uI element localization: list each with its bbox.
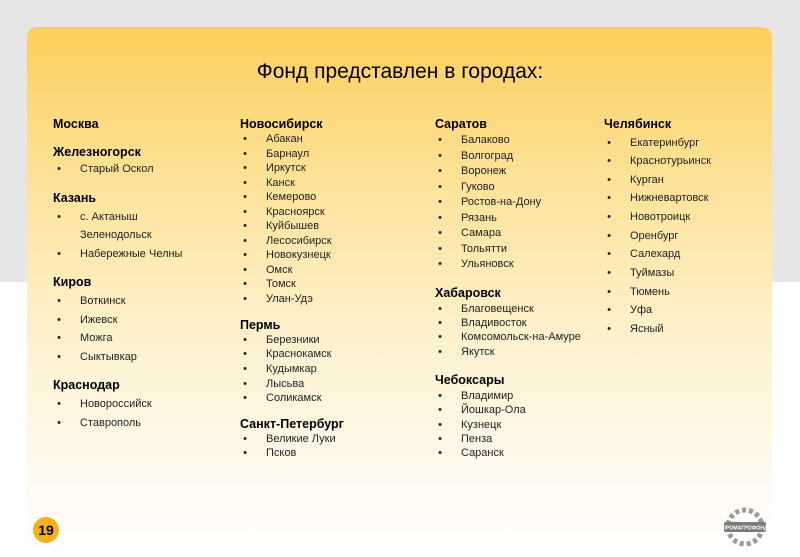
list-item: • Уфа	[630, 304, 652, 317]
bullet-icon: •	[438, 404, 442, 416]
bullet-icon: •	[438, 331, 442, 343]
list-item: • Комсомольск-на-Амуре	[461, 331, 581, 344]
list-item: • Кемерово	[266, 191, 316, 204]
city-heading: Пермь	[240, 318, 281, 332]
bullet-icon: •	[438, 243, 442, 255]
list-item: • Оренбург	[630, 230, 678, 243]
bullet-icon: •	[243, 162, 247, 174]
bullet-icon: •	[438, 134, 442, 146]
list-item: • Куйбышев	[266, 220, 319, 233]
list-item: • Омск	[266, 264, 292, 277]
list-item: • Лысьва	[266, 378, 304, 391]
bullet-icon: •	[438, 346, 442, 358]
list-item: • Можга	[80, 332, 113, 345]
list-item: • Воткинск	[80, 295, 126, 308]
bullet-icon: •	[243, 191, 247, 203]
bullet-icon: •	[438, 150, 442, 162]
list-item: • Рязань	[461, 212, 497, 225]
city-heading: Саратов	[435, 117, 487, 131]
list-item: • Иркутск	[266, 162, 306, 175]
list-item: • Новотроицк	[630, 211, 690, 224]
bullet-icon: •	[438, 165, 442, 177]
bullet-icon: •	[243, 177, 247, 189]
list-item: • Улан-Удэ	[266, 293, 313, 306]
bullet-icon: •	[243, 392, 247, 404]
list-item: • Краснокамск	[266, 348, 331, 361]
list-item: • Ясный	[630, 323, 664, 336]
list-item: • Пенза	[461, 433, 492, 446]
bullet-icon: •	[243, 334, 247, 346]
promagrofond-logo	[721, 503, 769, 551]
city-heading: Железногорск	[53, 145, 141, 159]
bullet-icon: •	[607, 137, 611, 149]
list-item: • Набережные Челны	[80, 248, 182, 261]
bullet-icon: •	[243, 433, 247, 445]
bullet-icon: •	[243, 264, 247, 276]
list-item: • Кудымкар	[266, 363, 317, 376]
list-item: • Волгоград	[461, 150, 513, 163]
city-heading: Киров	[53, 275, 92, 289]
list-item: • Новороссийск	[80, 398, 152, 411]
list-item: • Березники	[266, 334, 320, 347]
bullet-icon: •	[243, 220, 247, 232]
page-number-badge: 19	[31, 515, 61, 545]
bullet-icon: •	[243, 348, 247, 360]
bullet-icon: •	[243, 249, 247, 261]
bullet-icon: •	[438, 303, 442, 315]
bullet-icon: •	[607, 248, 611, 260]
list-item: • Ижевск	[80, 314, 117, 327]
bullet-icon: •	[438, 419, 442, 431]
bullet-icon: •	[243, 206, 247, 218]
city-heading: Краснодар	[53, 378, 120, 392]
city-heading: Челябинск	[604, 117, 672, 131]
bullet-icon: •	[243, 148, 247, 160]
list-item: • Красноярск	[266, 206, 325, 219]
city-heading: Казань	[53, 191, 97, 205]
list-item: • Екатеринбург	[630, 137, 699, 150]
bullet-icon: •	[243, 363, 247, 375]
bullet-icon: •	[607, 192, 611, 204]
bullet-icon: •	[57, 211, 61, 223]
bullet-icon: •	[438, 212, 442, 224]
bullet-icon: •	[607, 304, 611, 316]
list-item: • Ростов-на-Дону	[461, 196, 541, 209]
list-item: • Тольятти	[461, 243, 507, 256]
bullet-icon: •	[57, 332, 61, 344]
bullet-icon: •	[438, 433, 442, 445]
list-item: • Канск	[266, 177, 295, 190]
bullet-icon: •	[57, 314, 61, 326]
bullet-icon: •	[607, 211, 611, 223]
bullet-icon: •	[607, 155, 611, 167]
bullet-icon: •	[243, 278, 247, 290]
list-item: • Курган	[630, 174, 664, 187]
bullet-icon: •	[607, 323, 611, 335]
list-item: • Владимир	[461, 390, 513, 403]
list-item: • Сыктывкар	[80, 351, 137, 364]
bullet-icon: •	[57, 163, 61, 175]
bullet-icon: •	[607, 267, 611, 279]
list-item: • Старый Оскол	[80, 163, 154, 176]
page-title: Фонд представлен в городах:	[256, 60, 544, 83]
bullet-icon: •	[438, 390, 442, 402]
list-item: • Благовещенск	[461, 303, 534, 316]
list-item: • Томск	[266, 278, 296, 291]
bullet-icon: •	[438, 317, 442, 329]
bullet-icon: •	[57, 351, 61, 363]
list-item: • Ставрополь	[80, 417, 141, 430]
bullet-icon: •	[57, 398, 61, 410]
bullet-icon: •	[243, 133, 247, 145]
list-item: • Балаково	[461, 134, 510, 147]
city-heading: Хабаровск	[435, 286, 501, 300]
city-heading: Новосибирск	[240, 117, 323, 131]
bullet-icon: •	[438, 196, 442, 208]
list-item: • Краснотурьинск	[630, 155, 711, 168]
list-item: • Гуково	[461, 181, 495, 194]
list-item: • Псков	[266, 447, 296, 460]
list-item: • Лесосибирск	[266, 235, 332, 248]
list-item: • Саранск	[461, 447, 504, 460]
bullet-icon: •	[607, 286, 611, 298]
city-heading: Чебоксары	[435, 373, 505, 387]
list-item: • Туймазы	[630, 267, 674, 280]
bullet-icon: •	[607, 174, 611, 186]
bullet-icon: •	[57, 248, 61, 260]
bullet-icon: •	[438, 227, 442, 239]
list-item: • Ульяновск	[461, 258, 514, 271]
bullet-icon: •	[57, 295, 61, 307]
list-item: • Абакан	[266, 133, 303, 146]
list-item: • Воронеж	[461, 165, 506, 178]
bullet-icon: •	[243, 293, 247, 305]
bullet-icon: •	[243, 378, 247, 390]
list-item: • Соликамск	[266, 392, 321, 405]
list-item: • Великие Луки	[266, 433, 336, 446]
list-item: • Нижневартовск	[630, 192, 708, 205]
city-heading: Санкт-Петербург	[240, 417, 344, 431]
list-item: • Якутск	[461, 346, 495, 359]
bullet-icon: •	[243, 235, 247, 247]
bullet-icon: •	[243, 447, 247, 459]
list-item: • Кузнецк	[461, 419, 501, 432]
bullet-icon: •	[438, 447, 442, 459]
list-item: • Владивосток	[461, 317, 527, 330]
list-item: • с. Актаныш	[80, 211, 138, 224]
list-item: • Йошкар-Ола	[461, 404, 526, 417]
bullet-icon: •	[57, 417, 61, 429]
bullet-icon: •	[438, 181, 442, 193]
list-item: • Новокузнецк	[266, 249, 331, 262]
list-item: • Самара	[461, 227, 501, 240]
bullet-icon: •	[607, 230, 611, 242]
list-item: • Салехард	[630, 248, 680, 261]
bullet-icon: •	[438, 258, 442, 270]
list-item: Зеленодольск	[80, 229, 152, 241]
list-item: • Тюмень	[630, 286, 670, 299]
list-item: • Барнаул	[266, 148, 309, 161]
city-heading: Москва	[53, 117, 99, 131]
logo-text: ПРОМАГРОФОНД	[722, 525, 768, 532]
